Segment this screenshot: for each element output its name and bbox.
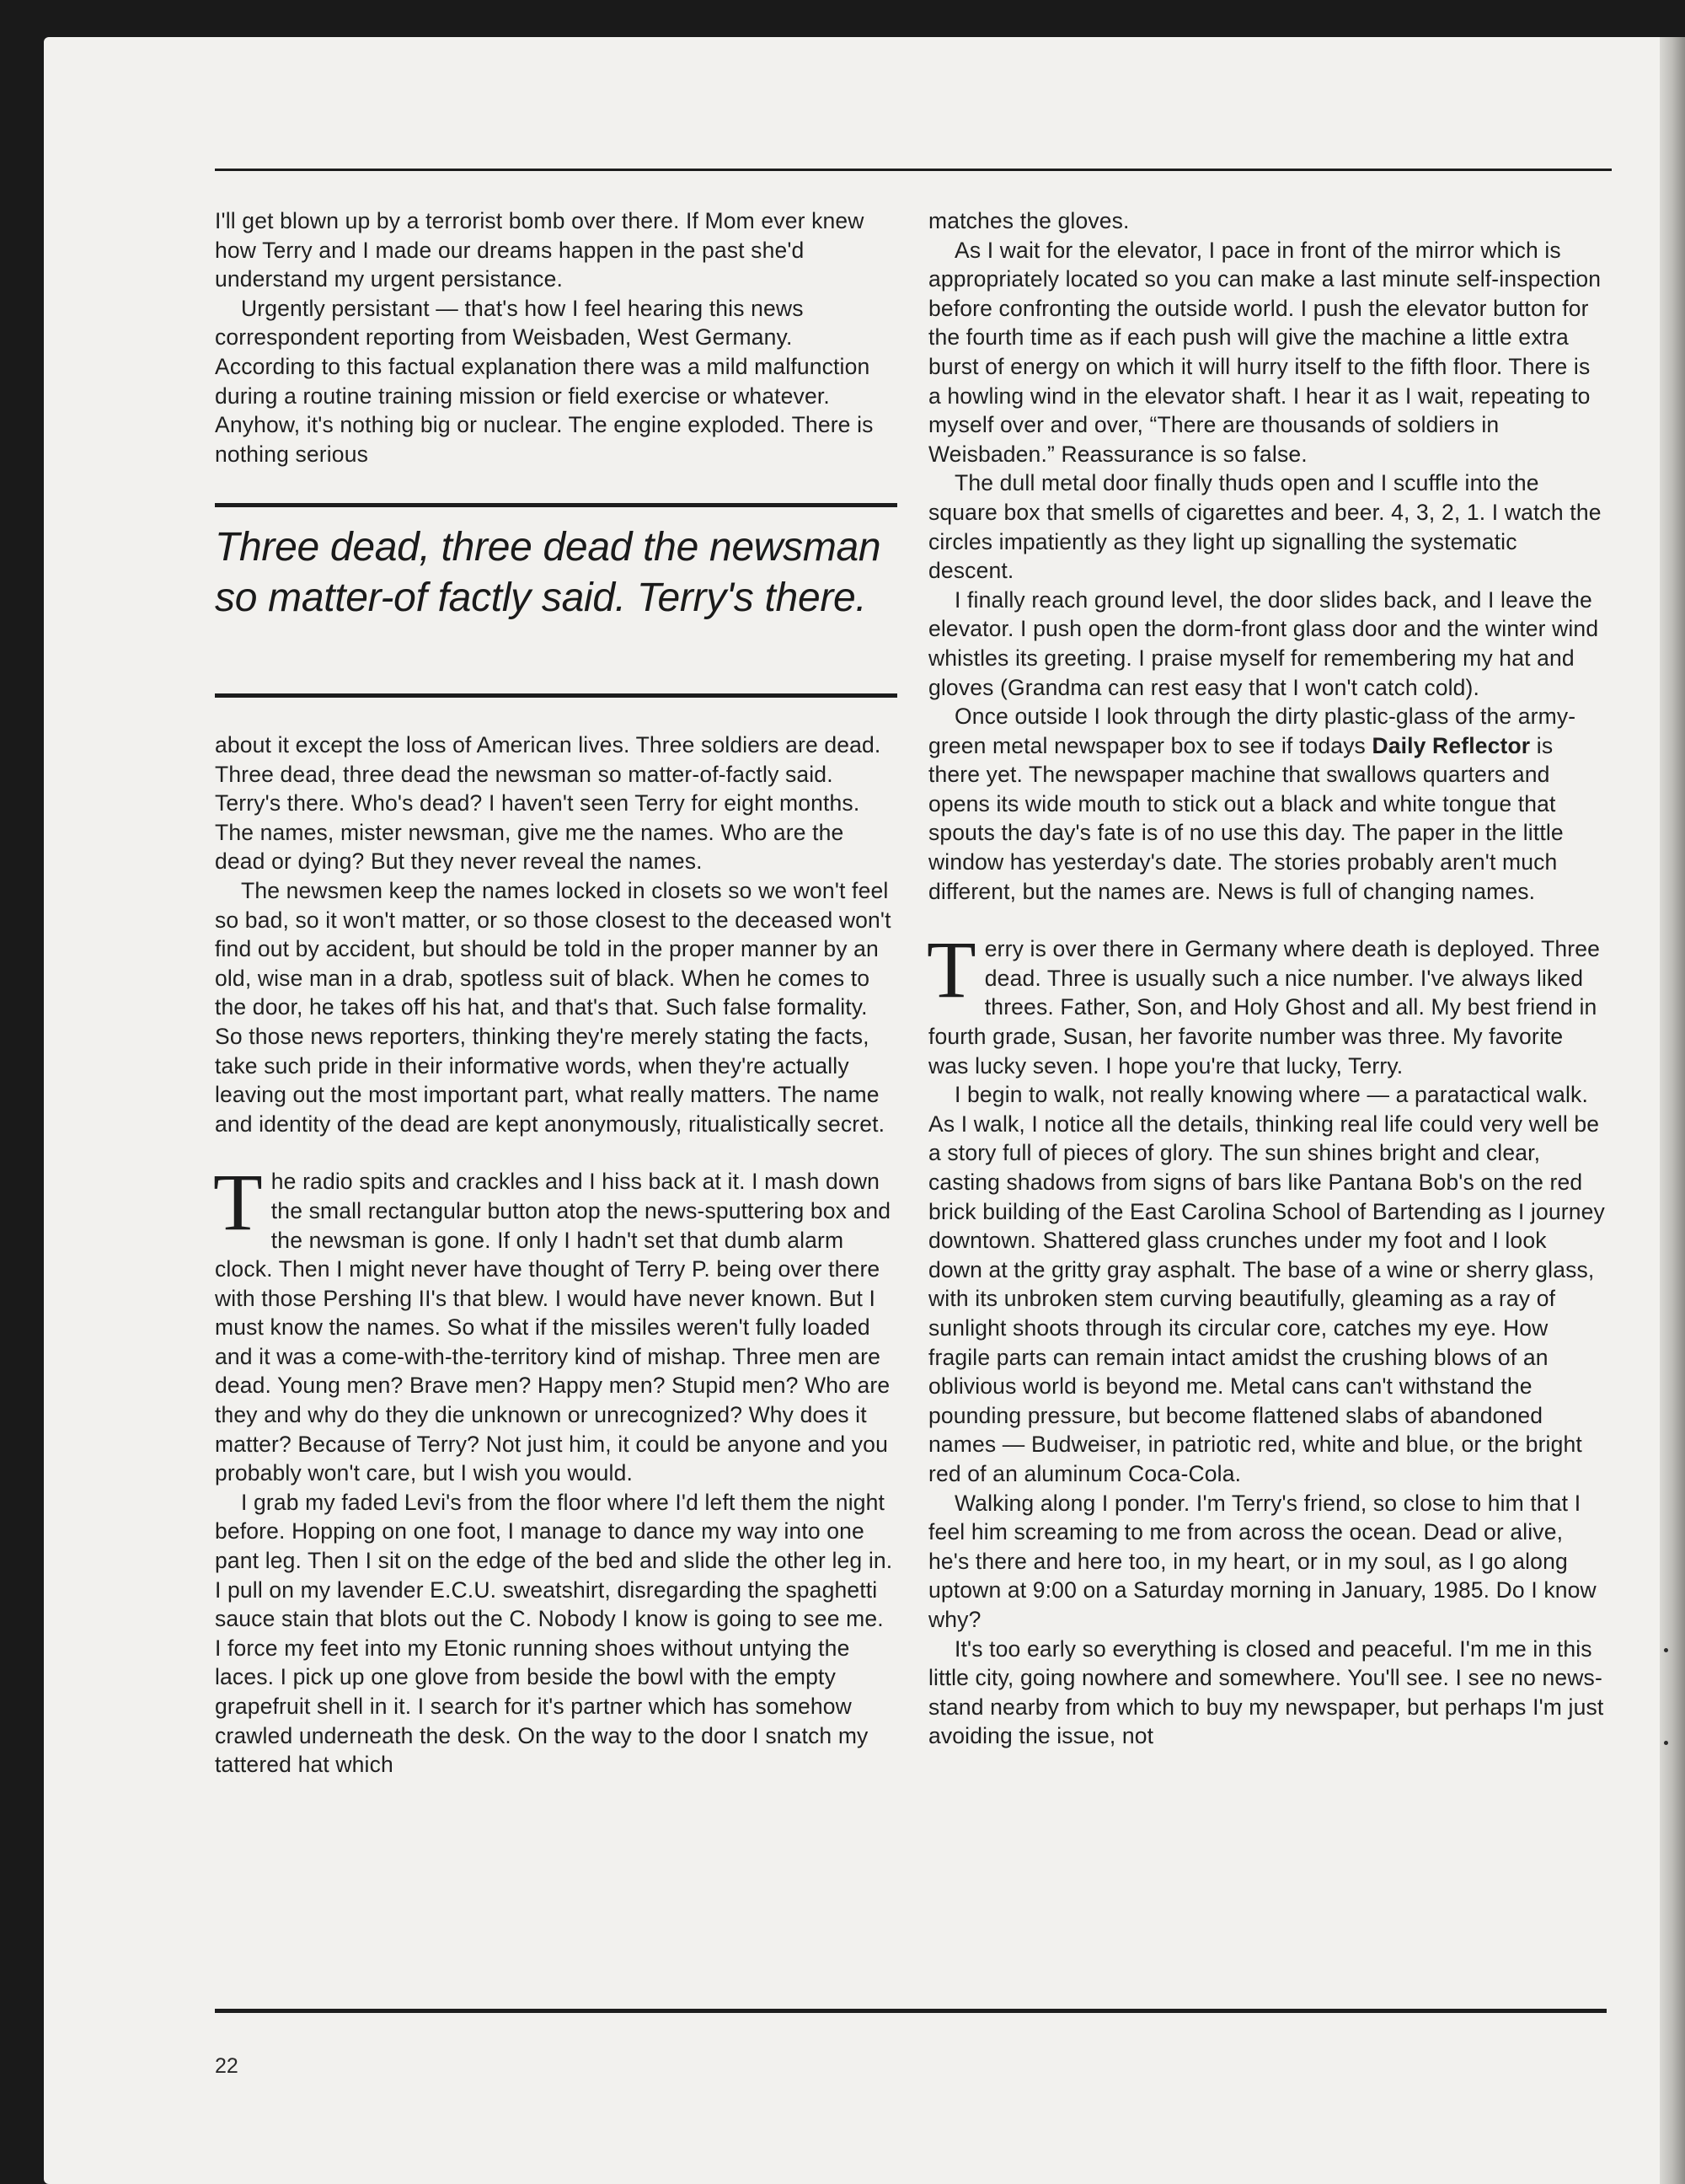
page-spine [1660,37,1685,2184]
paragraph: The dull metal door finally thuds open and I scuffle into the square box that smells of cigarettes and beer. 4, 3, 2, 1. I watch the circles impatiently as they light up signalling the systematic descent. [928,470,1602,584]
paragraph [928,702,1607,906]
paragraph: Walking along I ponder. I'm Terry's friend, so close to him that I feel him screaming to me from across the ocean. Dead or alive, he's there and here too, in my heart, or in my soul, as I go along uptown at 9:00 on a Saturday morning in January, 1985. Do I know why? [928,1490,1597,1632]
paragraph: I begin to walk, not really knowing where — a paratactical walk. As I walk, I notice all the details, thinking real life could very well be a story full of pieces of glory. The sun shines bright and clear, casting shadows from signs of bars like Pantana Bob's on the red brick building of the East Carolina School of Bartending as I journey downtown. Shattered glass crunches under my foot and I look down at the gritty gray asphalt. The base of a wine or sherry glass, with its unbroken stem curving beautifully, gleaming as a ray of sunlight shoots through its circular core, catches my eye. How fragile parts can remain intact amidst the crushing blows of an oblivious world is beyond me. Metal cans can't withstand the pounding pressure, but become flattened slabs of abandoned names — Budweiser, in patriotic red, white and blue, or the bright red of an aluminum Coca-Cola. [928,1082,1605,1486]
right-column [928,206,1607,1751]
paragraph: I'll get blown up by a terrorist bomb over there. If Mom ever knew how Terry and I made our dreams happen in the past she'd understand my urgent persistance. [215,208,864,292]
drop-cap: T [927,924,976,1015]
paragraph: Urgently persistant — that's how I feel hearing this news correspondent reporting from Weisbaden, West Germany. According to this factual explanation there was a mild malfunction during a routine training mission or field exercise or whatever. Anyhow, it's nothing big or nuclear. The engine exploded. There is nothing serious [215,295,874,467]
page-number: 22 [215,2054,238,2078]
drop-cap: T [213,1157,263,1248]
pullquote-rule-bottom [215,693,897,698]
paragraph-text: he radio spits and crackles and I hiss back at it. I mash down the small rectangular button atop the news-sputtering box and the newsman is gone. If only I hadn't set that dumb alarm clock. Then I might never have thought of Terry P. being over there with those Pershing II's that blew. I would have never known. But I must know the names. So what if the missiles weren't fully loaded and it was a come-with-the-territory kind of mishap. Three men are dead. Young men? Brave men? Happy men? Stupid men? Who are they and why do they die unknown or unrecognized? Why does it matter? Because of Terry? Not just him, it could be anyone and you probably won't care, but I wish you would. [215,1169,891,1486]
pullquote-rule-top [215,503,897,507]
paragraph-text: is there yet. The newspaper machine that swallows quarters and opens its wide mouth to stick out a black and white tongue that spouts the day's fate is of no use this day. The paper in the little window has yesterday's date. The stories probably aren't much different, but the names are. News is full of changing names. [928,732,1564,904]
left-column-top [215,206,893,468]
paragraph-text: erry is over there in Germany where death is deployed. Three dead. Three is usually such a nice number. I've always liked threes. Father, Son, and Holy Ghost and all. My best friend in fourth grade, Susan, her favorite number was three. My favorite was lucky seven. I hope you're that lucky, Terry. [928,936,1601,1079]
paragraph-text: Once outside I look through the dirty plastic-glass of the army-green metal newspaper box to see if todays [928,704,1576,758]
paragraph: about it except the loss of American lives. Three soldiers are dead. Three dead, three dead the newsman so matter-of-factly said. Terry's there. Who's dead? I haven't seen Terry for eight months. The names, mister newsman, give me the names. Who are the dead or dying? But they never reveal the names. [215,732,881,875]
margin-mark [1664,1648,1668,1652]
section-opening-paragraph [213,1157,893,1488]
section-opening-paragraph [927,924,1607,1080]
paragraph: I finally reach ground level, the door slides back, and I leave the elevator. I push open the dorm-front glass door and the winter wind whistles its greeting. I praise myself for remembering my hat and gloves (Grandma can rest easy that I won't catch cold). [928,586,1599,700]
pull-quote: Three dead, three dead the newsman so matter-of factly said. Terry's there. [215,525,881,620]
newspaper-title: Daily Reflector [1372,732,1531,758]
header-rule [215,169,1612,171]
paragraph: As I wait for the elevator, I pace in front of the mirror which is appropriately located so you can make a last minute self-inspection before confronting the outside world. I push the elevator button for the fourth time as if each push will give the machine a little extra burst of energy on which it will hurry itself to the fifth floor. There is a howling wind in the elevator shaft. I hear it as I wait, repeating to myself over and over, “There are thousands of soldiers in Weisbaden.” Reassurance is so false. [928,237,1602,467]
paragraph: It's too early so everything is closed and peaceful. I'm me in this little city, going nowhere and somewhere. You'll see. I see no news-stand nearby from which to buy my newspaper, but perhaps I'm just avoiding the issue, not [928,1635,1604,1749]
paragraph: I grab my faded Levi's from the floor where I'd left them the night before. Hopping on one foot, I manage to dance my way into one pant leg. Then I sit on the edge of the bed and slide the other leg in. I pull on my lavender E.C.U. sweatshirt, disregarding the spaghetti sauce stain that blots out the C. Nobody I know is going to see me. I force my feet into my Etonic running shoes without untying the laces. I pick up one glove from beside the bowl with the empty grapefruit shell in it. I search for it's partner which has somehow crawled underneath the desk. On the way to the door I snatch my tattered hat which [215,1489,893,1778]
paragraph: The newsmen keep the names locked in closets so we won't feel so bad, so it won't matter, or so those closest to the deceased won't find out by accident, but should be told in the proper manner by an old, wise man in a drab, spotless suit of black. When he comes to the door, he takes off his hat, and that's that. Such false formality. So those news reporters, thinking they're merely stating the facts, take such pride in their informative words, when they're actually leaving out the most important part, what really matters. The name and identity of the dead are kept anonymously, ritualistically secret. [215,877,891,1137]
footer-rule [215,2009,1607,2013]
left-column-bottom [215,731,893,1780]
margin-mark [1664,1741,1668,1745]
paragraph: matches the gloves. [928,208,1130,233]
